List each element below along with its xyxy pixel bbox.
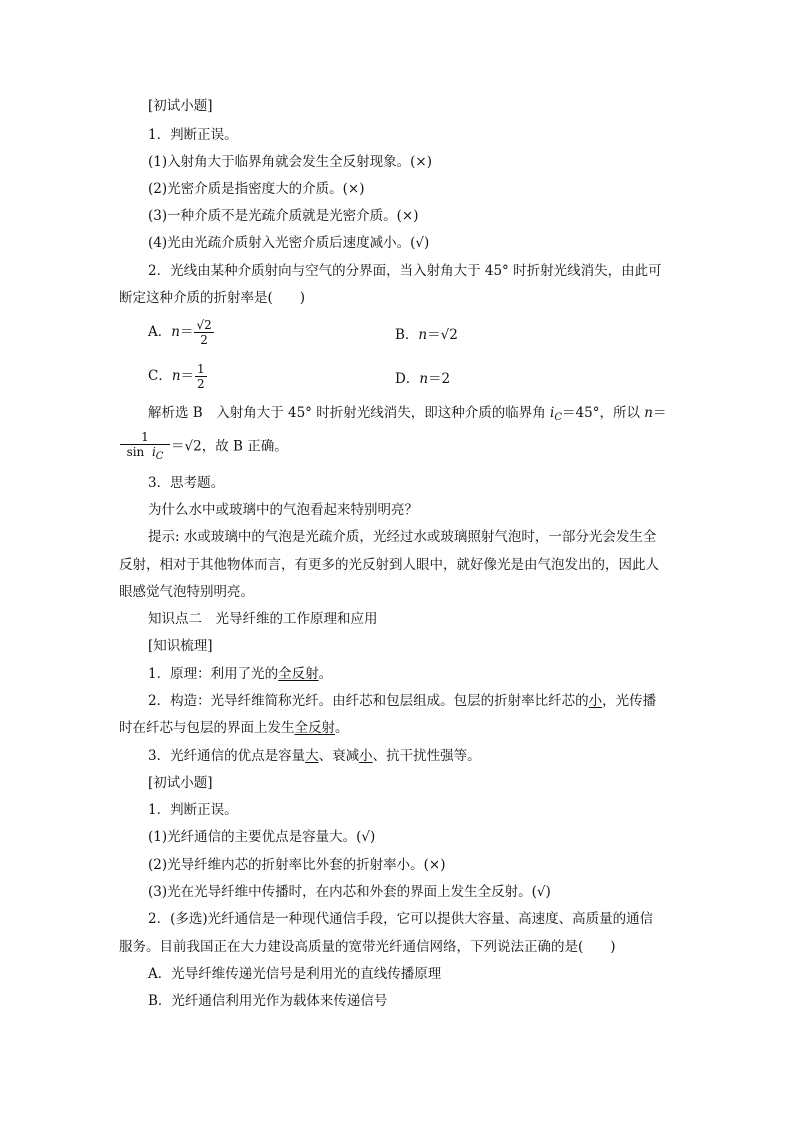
solution-formula: $\frac{1}{\sin i_C}$ ＝√2，故 B 正确。 [119,430,288,464]
option-b: B．光纤通信利用光作为载体来传递信号 [148,993,388,1009]
option-a: A．光导纤维传递光信号是利用光的直线传播原理 [148,966,442,982]
judgement-item: (4)光由光疏介质射入光密介质后速度减小。(√) [148,235,430,251]
quiz-header: [初试小题] [148,98,213,114]
advantage-line: 3．光纤通信的优点是容量大、衰减小、抗干扰性强等。 [148,748,481,764]
solution-line: 解析选 B 入射角大于 45° 时折射光线消失，即这种介质的临界角 $i_C=45^\circ$，所以 n＝ [148,405,667,423]
question-2-line: 2．光线由某种介质射向与空气的分界面，当入射角大于 45° 时折射光线消失，由此可 [148,263,662,279]
question-3-text: 为什么水中或玻璃中的气泡看起来特别明亮？ [148,502,418,518]
question-1-title: 1．判断正误。 [148,127,238,143]
knowledge-header: [知识梳理] [148,638,213,654]
quiz-header: [初试小题] [148,775,213,791]
judgement-item: (3)一种介质不是光疏介质就是光密介质。(×) [148,208,419,224]
question-3-title: 3．思考题。 [148,475,225,491]
judgement-item: (2)光导纤维内芯的折射率比外套的折射率小。(×) [148,857,446,873]
hint-line: 提示: 水或玻璃中的气泡是光疏介质，光经过水或玻璃照射气泡时，一部分光会发生全 [148,529,657,545]
fraction: $\frac{1}{\sin i_C}$ [120,430,170,464]
question-2-line: 断定这种介质的折射率是( ) [119,290,306,306]
fraction: $\frac{1}{2}$ [197,362,205,391]
option-a: A．n＝ $\frac{√2}{2}$ [148,318,212,347]
principle-line: 1．原理：利用了光的全反射。 [148,666,333,682]
hint-line: 反射，相对于其他物体而言，有更多的光反射到人眼中，就好像光是由气泡发出的，因此人 [119,557,659,573]
structure-line: 时在纤芯与包层的界面上发生全反射。 [119,720,349,736]
structure-line: 2．构造：光导纤维简称光纤。由纤芯和包层组成。包层的折射率比纤芯的小，光传播 [148,693,657,709]
option-c: C．n＝ $\frac{1}{2}$ [148,362,205,391]
option-d: D．n＝2 [395,371,451,387]
judgement-item: (3)光在光导纤维中传播时，在内芯和外套的界面上发生全反射。(√) [148,884,551,900]
judgement-item: (1)入射角大于临界角就会发生全反射现象。(×) [148,154,432,170]
hint-line: 眼感觉气泡特别明亮。 [119,584,254,600]
question-2-line: 2．(多选)光纤通信是一种现代通信手段，它可以提供大容量、高速度、高质量的通信 [148,911,654,927]
option-b: B．n＝√2 [395,327,458,343]
judgement-item: (1)光纤通信的主要优点是容量大。(√) [148,829,376,845]
section-title: 知识点二 光导纤维的工作原理和应用 [148,611,378,627]
question-2-line: 服务。目前我国正在大力建设高质量的宽带光纤通信网络，下列说法正确的是( ) [119,939,616,955]
fraction: $\frac{√2}{2}$ [196,318,212,347]
question-1-title: 1．判断正误。 [148,802,238,818]
judgement-item: (2)光密介质是指密度大的介质。(×) [148,181,365,197]
